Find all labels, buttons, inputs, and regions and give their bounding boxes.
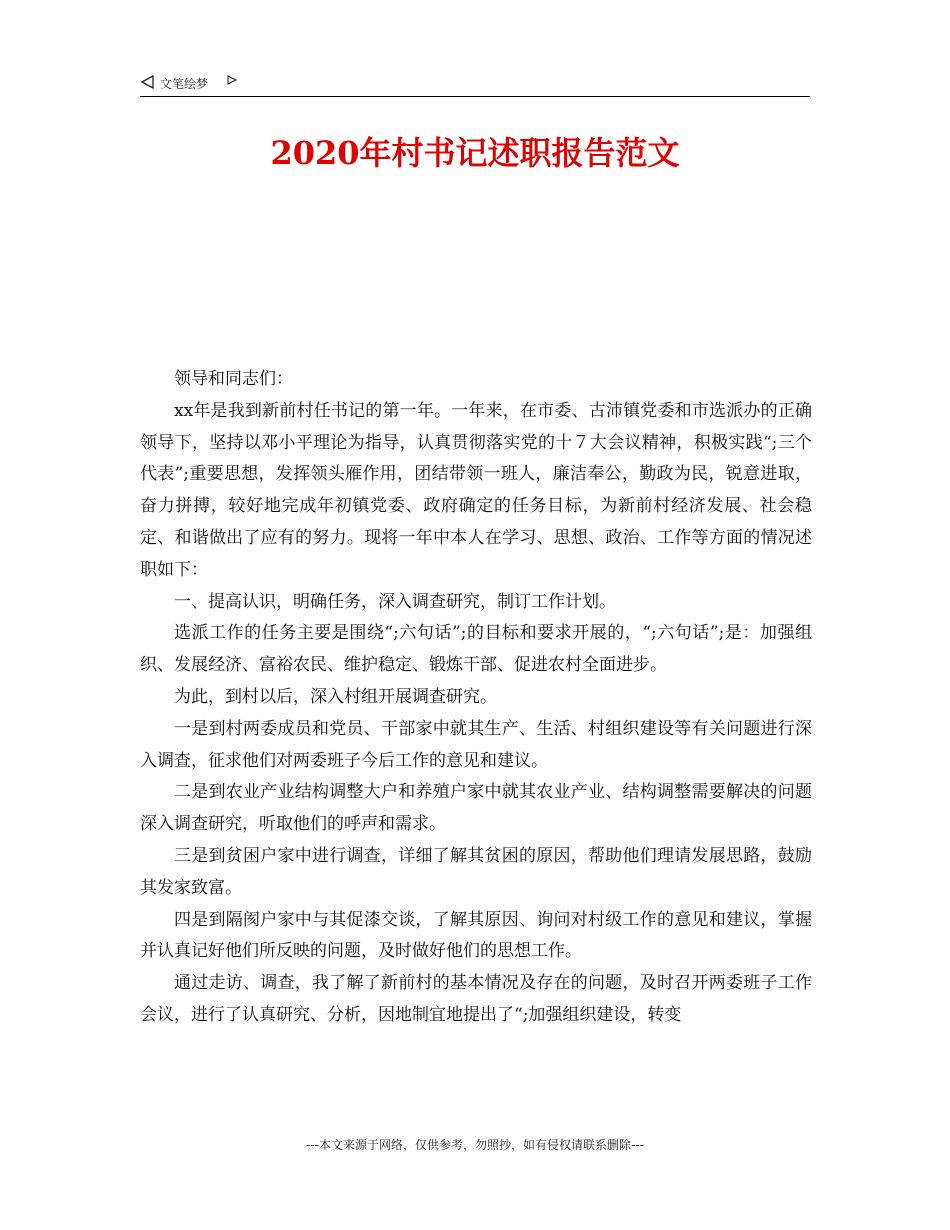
header-brand: 文笔绘梦 [160, 77, 209, 91]
paragraph: 领导和同志们： [174, 369, 293, 389]
paragraph: 通过走访、调查，我了解了新前村的基本情况及存在的问题，及时召开两委班子工作会议，进行了认真研究、分析，因地制宜地提出了“;加强组织建设，转变 [140, 973, 812, 1025]
paragraph: 一是到村两委成员和党员、干部家中就其生产、生活、村组织建设等有关问题进行深入调查，征求他们对两委班子今后工作的意见和建议。 [140, 718, 812, 771]
paragraph: 为此，到村以后，深入村组开展调查研究。 [174, 686, 497, 707]
paragraph: 二是到农业产业结构调整大户和养殖户家中就其农业产业、结构调整需要解决的问题深入调查研究，听取他们的呼声和需求。 [140, 782, 812, 835]
page-header [140, 72, 810, 97]
document-body [140, 364, 812, 1032]
triangle-right-outline-icon [226, 74, 238, 86]
paragraph: xx年是我到新前村任书记的第一年。一年来，在市委、古沛镇党委和市选派办的正确领导下，坚持以邓小平理论为指导，认真贯彻落实党的十７大会议精神，积极实践“;三个代表”;重要思想，发挥领头雁作用，团结带领一班人，廉洁奉公，勤政为民，锐意进取，奋力拼搏，较好地完成年初镇党委、政府确定的任务目标，为新前村经济发展、社会稳定、和谐做出了应有的努力。现将一年中本人在学习、思想、政治、工作等方面的情况述职如下： [140, 400, 812, 580]
paragraph: 选派工作的任务主要是围绕“;六句话”;的目标和要求开展的，“;六句话”;是：加强组织、发展经济、富裕农民、维护稳定、锻炼干部、促进农村全面进步。 [140, 623, 812, 676]
paragraph: 三是到贫困户家中进行调查，详细了解其贫困的原因，帮助他们理请发展思路，鼓励其发家致富。 [140, 845, 812, 898]
paragraph: 四是到隔阂户家中与其促漆交谈，了解其原因、询问对村级工作的意见和建议，掌握并认真记好他们所反映的问题，及时做好他们的思想工作。 [140, 909, 812, 962]
page-footer-disclaimer: ---本文来源于网络，仅供参考，勿照抄，如有侵权请联系删除--- [306, 1138, 644, 1152]
paragraph: 一、提高认识，明确任务，深入调查研究，制订工作计划。 [174, 591, 616, 612]
triangle-left-outline-icon [140, 74, 156, 90]
document-title: 2020年村书记述职报告范文 [270, 134, 680, 172]
